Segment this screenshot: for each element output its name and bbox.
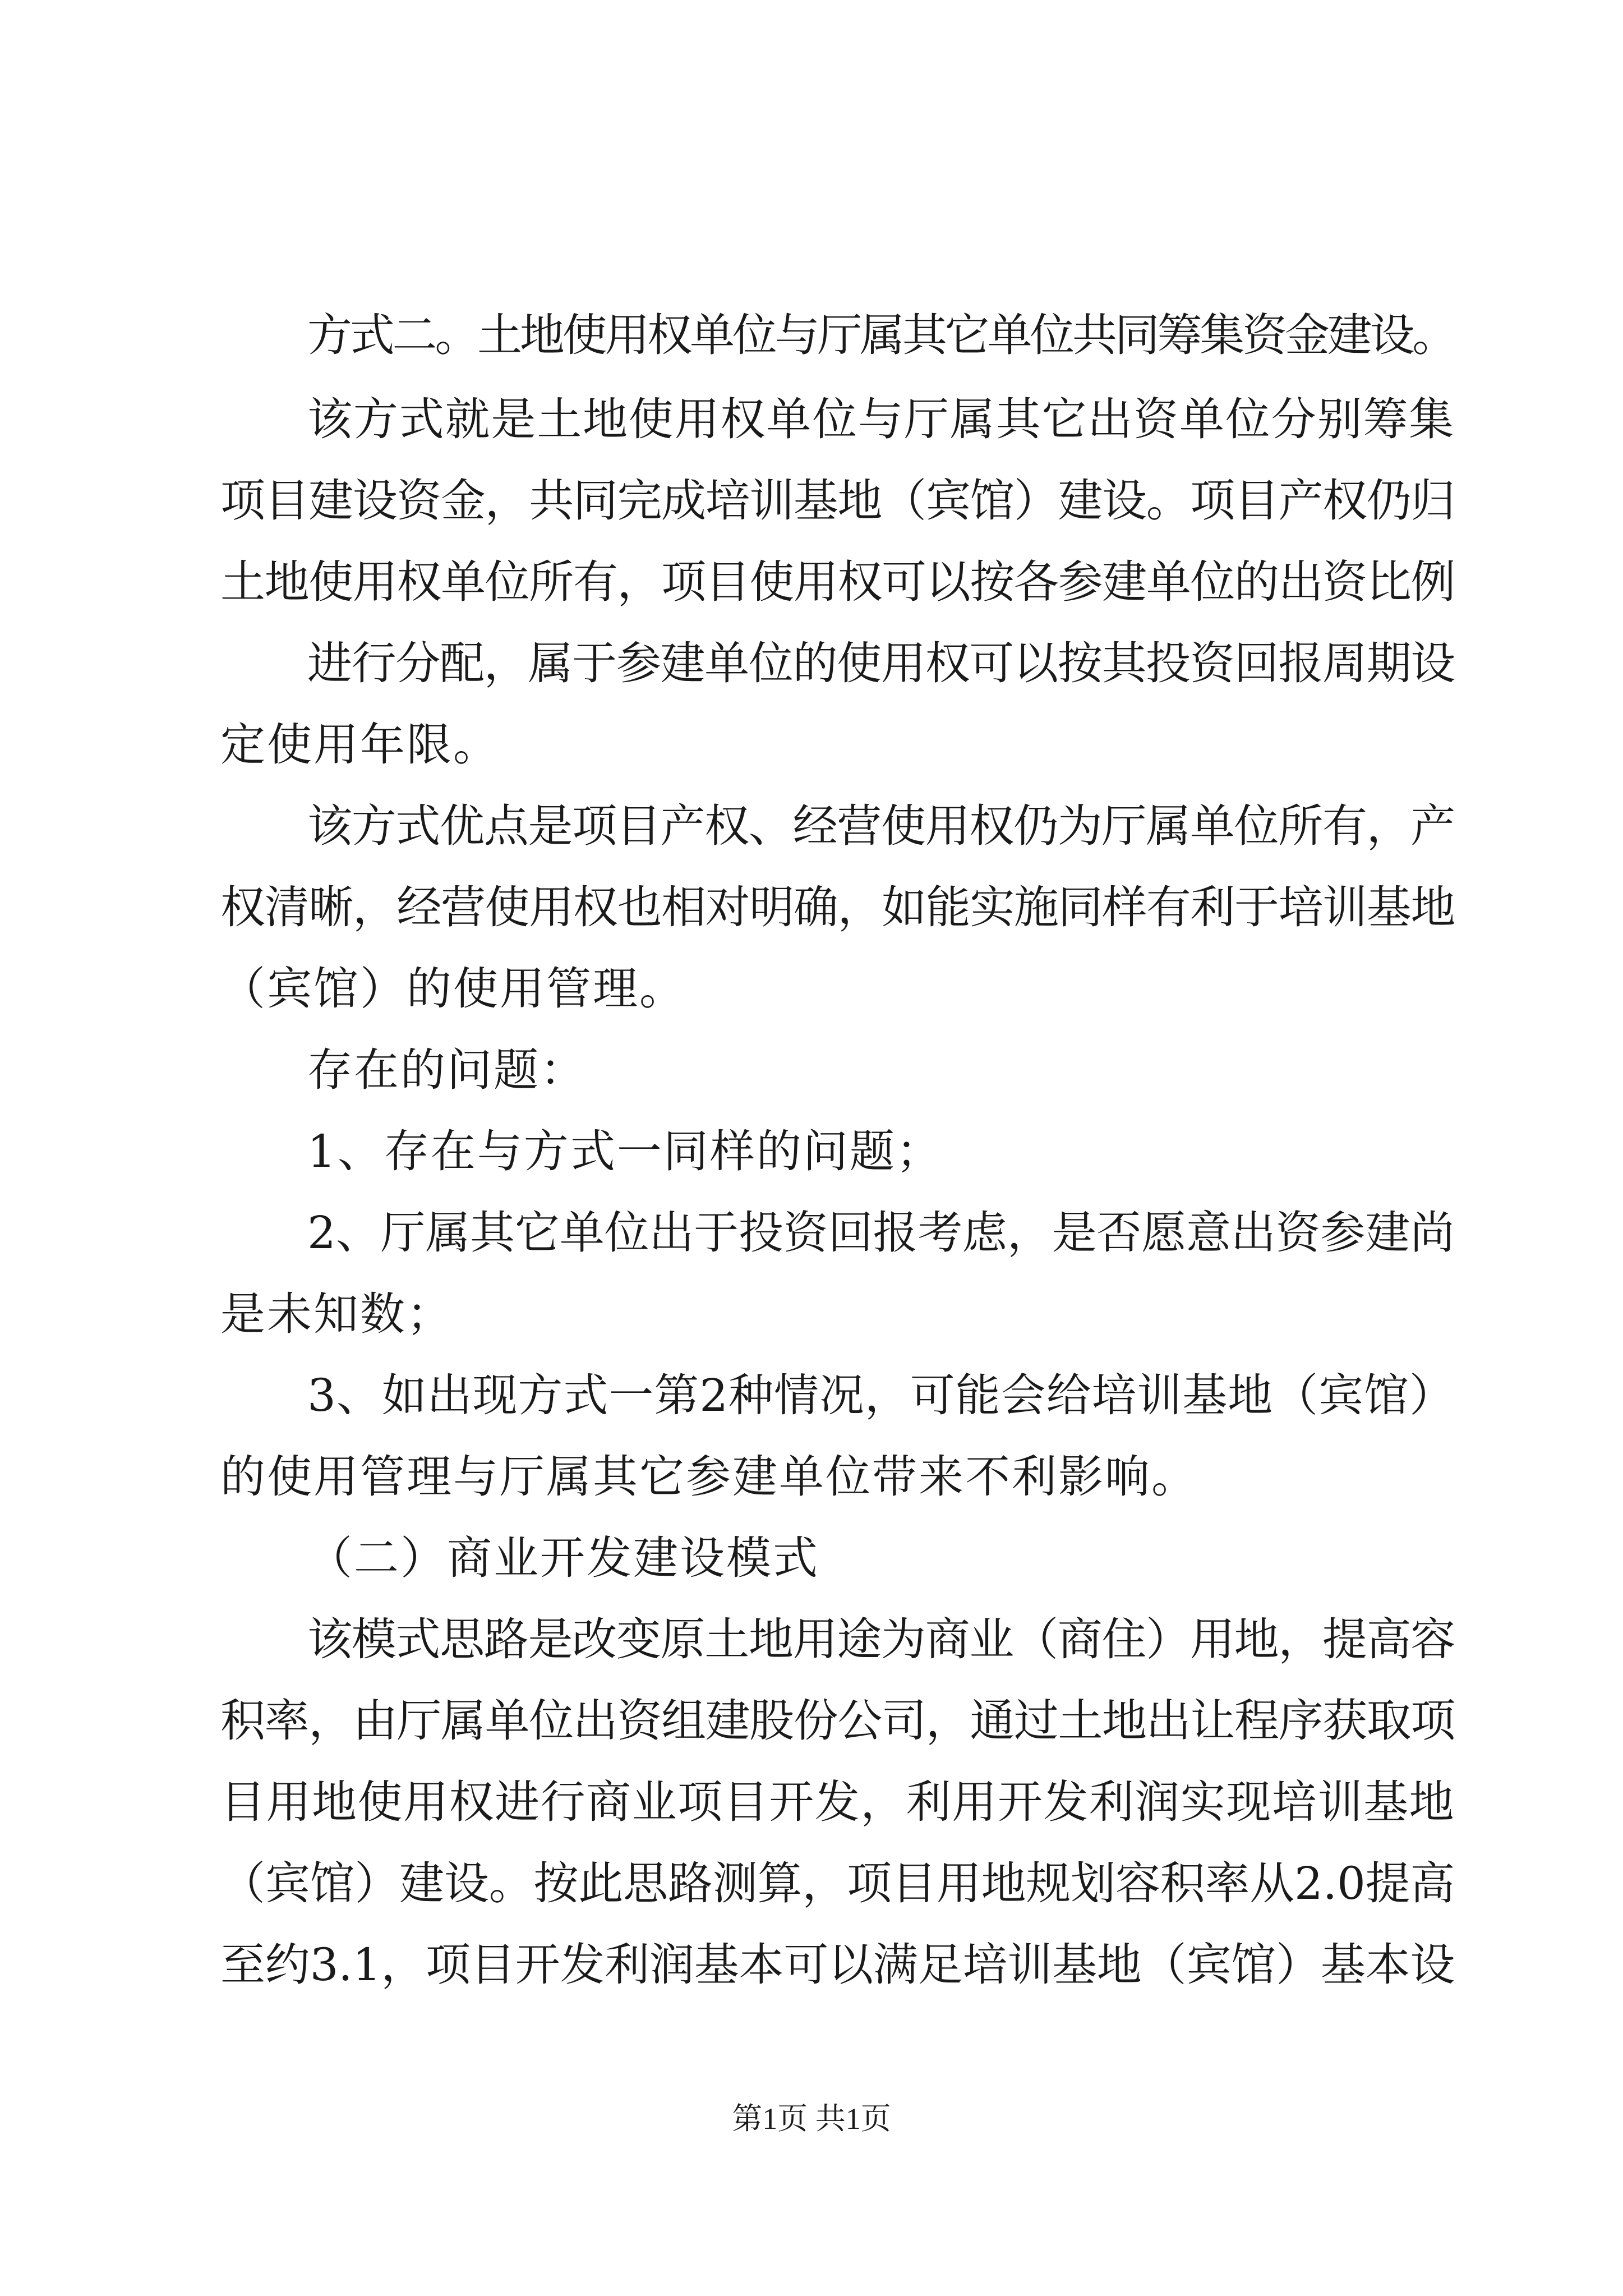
text-line: 进行分配，属于参建单位的使用权可以按其投资回报周期设 (307, 637, 1455, 689)
text-line: 3、如出现方式一第2种情况，可能会给培训基地（宾馆） (307, 1369, 1455, 1421)
text-line: 1、存在与方式一同样的问题； (307, 1125, 943, 1177)
text-line: 是未知数； (220, 1288, 453, 1340)
text-line: （宾馆）的使用管理。 (220, 963, 686, 1015)
text-line: 该模式思路是改变原土地用途为商业（商住）用地，提高容 (307, 1613, 1455, 1665)
text-line: 项目建设资金，共同完成培训基地（宾馆）建设。项目产权仍归 (220, 475, 1455, 527)
text-line: 的使用管理与厅属其它参建单位带来不利影响。 (220, 1451, 1198, 1503)
text-line: 目用地使用权进行商业项目开发，利用开发利润实现培训基地 (220, 1776, 1455, 1828)
section-heading: （二）商业开发建设模式 (307, 1532, 819, 1584)
text-line: 积率，由厅属单位出资组建股份公司，通过土地出让程序获取项 (220, 1695, 1455, 1747)
text-line: 方式二。土地使用权单位与厅属其它单位共同筹集资金建设。 (307, 309, 1455, 361)
text-line: 至约3.1，项目开发利润基本可以满足培训基地（宾馆）基本设 (220, 1939, 1455, 1991)
text-line: 存在的问题： (307, 1044, 587, 1096)
text-line: 该方式优点是项目产权、经营使用权仍为厅属单位所有，产 (307, 800, 1455, 852)
text-line: 2、厅属其它单位出于投资回报考虑，是否愿意出资参建尚 (307, 1207, 1455, 1259)
text-line: 该方式就是土地使用权单位与厅属其它出资单位分别筹集 (307, 393, 1455, 445)
text-line: 权清晰，经营使用权也相对明确，如能实施同样有利于培训基地 (220, 881, 1455, 933)
page-footer: 第1页 共1页 (732, 2102, 891, 2136)
text-line: 定使用年限。 (220, 719, 500, 771)
text-line: 土地使用权单位所有，项目使用权可以按各参建单位的出资比例 (220, 556, 1455, 608)
text-line: （宾馆）建设。按此思路测算，项目用地规划容积率从2.0提高 (220, 1857, 1455, 1910)
